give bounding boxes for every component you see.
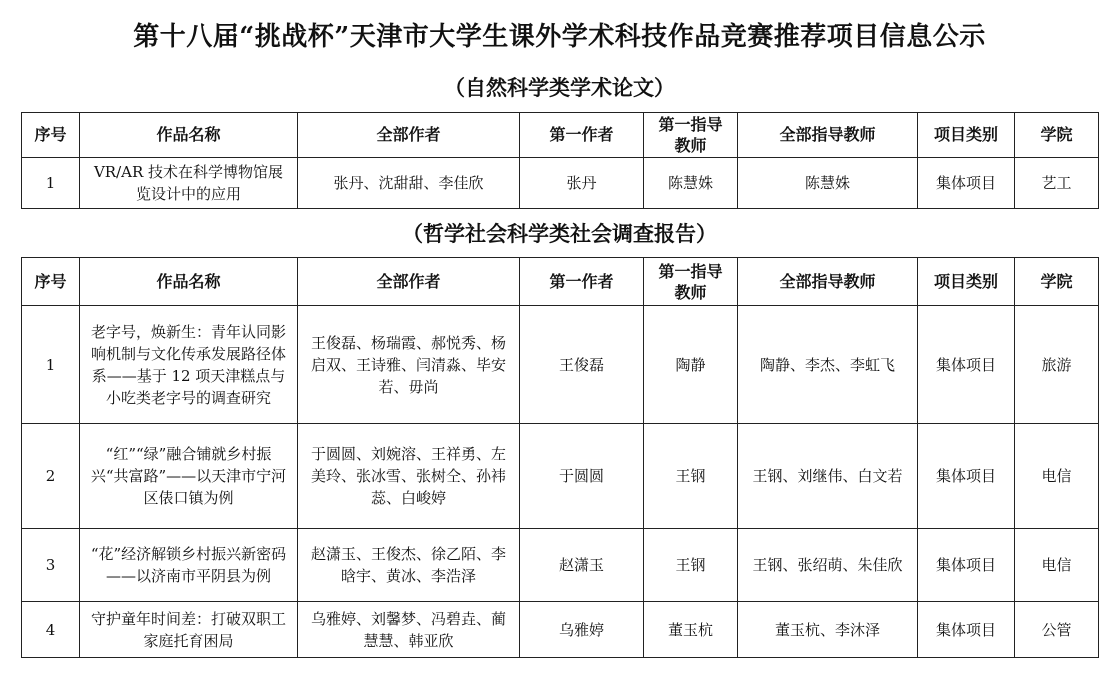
cell-name: 老字号，焕新生：青年认同影响机制与文化传承发展路径体系——基于 12 项天津糕点与小吃类老字号的调查研究 <box>80 306 298 424</box>
cell-no: 1 <box>22 158 80 209</box>
cell-first-advisor: 陈慧姝 <box>644 158 738 209</box>
cell-authors: 赵潇玉、王俊杰、徐乙陌、李晗宇、黄冰、李浩泽 <box>298 529 520 602</box>
table-row <box>22 424 1099 529</box>
table-header-row <box>22 258 1099 306</box>
cell-all-advisors: 董玉杭、李沐泽 <box>738 602 918 658</box>
header-category: 项目类别 <box>918 113 1015 158</box>
section-1-subtitle: （自然科学类学术论文） <box>444 75 675 100</box>
page-title: 第十八届“挑战杯”天津市大学生课外学术科技作品竞赛推荐项目信息公示 <box>133 22 986 52</box>
cell-first-advisor: 王钢 <box>644 529 738 602</box>
header-category: 项目类别 <box>918 258 1015 306</box>
cell-first-author: 张丹 <box>520 158 644 209</box>
header-first-advisor <box>644 113 738 158</box>
section-2-subtitle: （哲学社会科学类社会调查报告） <box>402 221 717 246</box>
cell-category: 集体项目 <box>918 602 1015 658</box>
table-row <box>22 158 1099 209</box>
cell-no: 2 <box>22 424 80 529</box>
header-first-author: 第一作者 <box>520 113 644 158</box>
cell-all-advisors: 王钢、刘继伟、白文若 <box>738 424 918 529</box>
header-all-advisors: 全部指导教师 <box>738 258 918 306</box>
header-college: 学院 <box>1015 113 1099 158</box>
header-all-advisors: 全部指导教师 <box>738 113 918 158</box>
cell-first-advisor: 王钢 <box>644 424 738 529</box>
cell-college: 公管 <box>1015 602 1099 658</box>
cell-first-advisor: 董玉杭 <box>644 602 738 658</box>
cell-first-advisor: 陶静 <box>644 306 738 424</box>
natural-science-table <box>21 112 1099 209</box>
cell-all-advisors: 陈慧姝 <box>738 158 918 209</box>
header-authors: 全部作者 <box>298 258 520 306</box>
cell-category: 集体项目 <box>918 424 1015 529</box>
header-first-advisor-line1: 第一指导 <box>658 115 723 134</box>
header-no: 序号 <box>22 113 80 158</box>
header-no: 序号 <box>22 258 80 306</box>
cell-authors: 张丹、沈甜甜、李佳欣 <box>298 158 520 209</box>
header-first-advisor-line2: 教师 <box>674 282 707 302</box>
table-row <box>22 602 1099 658</box>
cell-college: 旅游 <box>1015 306 1099 424</box>
header-name: 作品名称 <box>80 113 298 158</box>
header-college: 学院 <box>1015 258 1099 306</box>
cell-first-author: 乌雅婷 <box>520 602 644 658</box>
table-header-row <box>22 113 1099 158</box>
cell-all-advisors: 陶静、李杰、李虹飞 <box>738 306 918 424</box>
cell-category: 集体项目 <box>918 158 1015 209</box>
cell-college: 电信 <box>1015 424 1099 529</box>
cell-category: 集体项目 <box>918 529 1015 602</box>
header-authors: 全部作者 <box>298 113 520 158</box>
cell-name: VR/AR 技术在科学博物馆展览设计中的应用 <box>80 158 298 209</box>
cell-first-author: 于圆圆 <box>520 424 644 529</box>
table-row <box>22 529 1099 602</box>
cell-name: 守护童年时间差：打破双职工家庭托育困局 <box>80 602 298 658</box>
header-first-advisor <box>644 258 738 306</box>
cell-college: 艺工 <box>1015 158 1099 209</box>
header-name: 作品名称 <box>80 258 298 306</box>
table-row <box>22 306 1099 424</box>
cell-no: 4 <box>22 602 80 658</box>
cell-name: “花”经济解锁乡村振兴新密码——以济南市平阴县为例 <box>80 529 298 602</box>
cell-no: 3 <box>22 529 80 602</box>
cell-authors: 于圆圆、刘婉溶、王祥勇、左美玲、张冰雪、张树仝、孙袆蕊、白峻婷 <box>298 424 520 529</box>
cell-first-author: 王俊磊 <box>520 306 644 424</box>
social-survey-table <box>21 257 1099 658</box>
cell-authors: 乌雅婷、刘馨梦、冯碧垚、蔺慧慧、韩亚欣 <box>298 602 520 658</box>
header-first-author: 第一作者 <box>520 258 644 306</box>
cell-all-advisors: 王钢、张绍萌、朱佳欣 <box>738 529 918 602</box>
cell-category: 集体项目 <box>918 306 1015 424</box>
cell-no: 1 <box>22 306 80 424</box>
header-first-advisor-line2: 教师 <box>674 136 707 155</box>
header-first-advisor-line1: 第一指导 <box>658 261 723 281</box>
cell-college: 电信 <box>1015 529 1099 602</box>
cell-name: “红”“绿”融合铺就乡村振兴“共富路”——以天津市宁河区俵口镇为例 <box>80 424 298 529</box>
cell-authors: 王俊磊、杨瑞霞、郝悦秀、杨启双、王诗雅、闫清淼、毕安若、毋尚 <box>298 306 520 424</box>
cell-first-author: 赵潇玉 <box>520 529 644 602</box>
